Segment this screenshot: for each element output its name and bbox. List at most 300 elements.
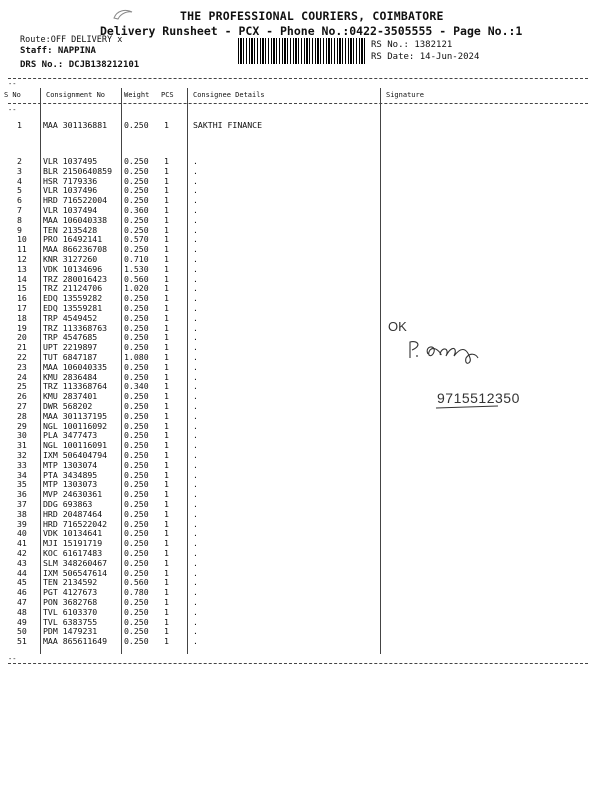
row-consignee-details: . <box>193 381 198 392</box>
runsheet-subtitle: Delivery Runsheet - PCX - Phone No.:0422-3505555 - Page No.:1 <box>100 24 523 38</box>
column-header-signature: Signature <box>386 91 424 99</box>
column-header-details: Consignee Details <box>193 91 265 99</box>
row-weight: 0.250 <box>124 391 149 402</box>
table-row <box>0 274 600 284</box>
row-consignment-no <box>43 489 102 499</box>
column-header-sno: S No <box>4 91 21 99</box>
row-consignee-details: . <box>193 420 198 431</box>
row-consignee-details: . <box>193 283 198 294</box>
consignment-number: 3682768 <box>62 597 98 607</box>
row-consignee-details: . <box>193 577 198 588</box>
handwritten-ok: OK <box>388 319 407 334</box>
row-consignee-details: . <box>193 499 198 509</box>
consignment-number: 716522042 <box>62 518 108 529</box>
row-consignee-details: . <box>193 205 198 215</box>
row-weight: 0.250 <box>124 459 149 470</box>
row-weight: 0.250 <box>124 175 149 186</box>
row-sno: 43 <box>17 557 27 568</box>
row-sno: 5 <box>17 185 22 196</box>
row-weight: 1.080 <box>124 352 149 362</box>
page-title: THE PROFESSIONAL COURIERS, COIMBATORE <box>180 9 444 23</box>
row-sno: 49 <box>17 616 27 627</box>
row-consignment-no <box>43 430 97 440</box>
row-consignment-no <box>43 538 102 548</box>
row-weight: 0.250 <box>124 332 149 343</box>
row-weight: 0.250 <box>124 410 149 421</box>
consignment-number: 568202 <box>62 401 93 411</box>
consignment-number: 4547685 <box>62 332 98 343</box>
row-consignee-details: . <box>193 303 198 313</box>
row-consignment-no <box>43 166 112 176</box>
row-pcs: 1 <box>164 391 169 402</box>
table-end-divider <box>8 663 588 664</box>
row-pcs: 1 <box>164 420 169 431</box>
row-consignee-details: . <box>193 459 198 470</box>
row-sno: 23 <box>17 361 27 372</box>
row-consignee-details: . <box>193 273 198 284</box>
row-weight: 0.250 <box>124 479 149 490</box>
table-row <box>0 450 600 460</box>
row-consignee-details: . <box>193 479 198 490</box>
row-weight: 0.250 <box>124 508 149 519</box>
row-weight: 0.250 <box>124 224 149 235</box>
row-consignment-no <box>43 450 107 460</box>
table-row <box>0 120 600 130</box>
row-consignee-details: . <box>193 597 198 607</box>
consignment-number: 2219897 <box>62 342 98 353</box>
row-consignment-no <box>43 558 107 568</box>
row-consignment-no <box>43 440 107 450</box>
row-weight: 0.250 <box>124 322 149 333</box>
consignment-prefix: MAA <box>43 214 58 225</box>
consignment-prefix: TUT <box>43 352 58 362</box>
table-row <box>0 587 600 597</box>
row-sno: 31 <box>17 440 27 451</box>
consignment-number: 3477473 <box>62 430 98 441</box>
row-consignment-no <box>43 587 97 597</box>
row-pcs: 1 <box>164 401 169 411</box>
row-consignment-no <box>43 499 92 509</box>
row-consignment-no <box>43 391 97 401</box>
row-weight: 0.250 <box>124 567 149 578</box>
table-row <box>0 509 600 519</box>
route-label: Route:OFF DELIVERY x <box>20 35 123 45</box>
row-weight: 0.250 <box>124 548 149 558</box>
drs-number: DRS No.: DCJB138212101 <box>20 60 140 70</box>
row-weight: 0.250 <box>124 499 149 509</box>
row-consignee-details: . <box>193 518 198 529</box>
row-consignment-no <box>43 636 107 646</box>
table-row <box>0 617 600 627</box>
row-sno: 21 <box>17 342 27 353</box>
row-sno: 25 <box>17 381 27 392</box>
row-consignment-no <box>43 303 102 313</box>
consignment-number: 13559282 <box>62 293 103 304</box>
row-consignment-no <box>43 381 107 391</box>
row-consignee-details: . <box>193 361 198 372</box>
consignment-number: 113368763 <box>62 322 108 333</box>
table-row <box>0 479 600 489</box>
row-pcs: 1 <box>164 597 169 607</box>
consignment-number: 2135428 <box>62 224 98 235</box>
row-pcs: 1 <box>164 557 169 568</box>
row-pcs: 1 <box>164 538 169 549</box>
row-consignee-details: . <box>193 450 198 460</box>
consignment-number: 113368764 <box>62 381 108 392</box>
row-pcs: 1 <box>164 303 169 313</box>
consignment-prefix: HRD <box>43 195 58 206</box>
row-weight: 0.250 <box>124 312 149 323</box>
row-consignee-details: SAKTHI FINANCE <box>193 120 263 130</box>
row-sno: 37 <box>17 499 27 509</box>
row-sno: 33 <box>17 459 27 470</box>
row-weight: 0.250 <box>124 626 149 637</box>
table-row <box>0 195 600 205</box>
row-weight: 0.250 <box>124 430 149 441</box>
row-pcs: 1 <box>164 567 169 578</box>
row-weight: 1.530 <box>124 263 149 274</box>
row-sno: 44 <box>17 567 27 578</box>
row-consignment-no <box>43 332 97 342</box>
table-row <box>0 166 600 176</box>
consignment-number: 4549452 <box>62 312 98 323</box>
header-bottom-divider <box>8 103 588 104</box>
row-consignee-details: . <box>193 508 198 519</box>
rs-number: RS No.: 1382121 <box>371 40 453 50</box>
table-row <box>0 293 600 303</box>
row-pcs: 1 <box>164 528 169 539</box>
consignment-number: 106040335 <box>62 361 108 372</box>
row-pcs: 1 <box>164 214 169 225</box>
consignment-prefix: PGT <box>43 587 58 598</box>
row-consignment-no <box>43 411 107 421</box>
dash-marker: -- <box>8 655 17 663</box>
row-pcs: 1 <box>164 352 169 362</box>
row-consignee-details: . <box>193 371 198 382</box>
row-consignee-details: . <box>193 538 198 549</box>
table-row <box>0 528 600 538</box>
row-weight: 0.250 <box>124 557 149 568</box>
row-consignee-details: . <box>193 636 198 647</box>
row-consignee-details: . <box>193 156 198 166</box>
row-sno: 50 <box>17 626 27 637</box>
row-consignment-no <box>43 205 97 215</box>
row-consignment-no <box>43 264 102 274</box>
row-pcs: 1 <box>164 244 169 255</box>
row-sno: 3 <box>17 165 22 176</box>
row-consignment-no <box>43 421 107 431</box>
row-consignee-details: . <box>193 185 198 196</box>
row-sno: 2 <box>17 156 22 166</box>
consignment-prefix: SLM <box>43 557 58 568</box>
row-weight: 0.250 <box>124 401 149 411</box>
row-sno: 14 <box>17 273 27 284</box>
row-weight: 0.250 <box>124 371 149 382</box>
row-pcs: 1 <box>164 224 169 235</box>
row-weight: 0.250 <box>124 597 149 607</box>
consignment-prefix: VDK <box>43 263 58 274</box>
row-consignment-no <box>43 195 107 205</box>
consignment-prefix: VLR <box>43 205 58 215</box>
consignment-prefix: MVP <box>43 489 58 500</box>
consignment-prefix: EDQ <box>43 293 58 304</box>
table-row <box>0 538 600 548</box>
consignment-prefix: TRP <box>43 312 58 323</box>
row-consignment-no <box>43 234 102 244</box>
consignment-prefix: MAA <box>43 361 58 372</box>
consignment-prefix: PON <box>43 597 58 607</box>
row-pcs: 1 <box>164 616 169 627</box>
row-pcs: 1 <box>164 440 169 451</box>
row-consignment-no <box>43 185 97 195</box>
consignment-prefix: TRZ <box>43 322 58 333</box>
row-consignee-details: . <box>193 548 198 558</box>
table-row <box>0 607 600 617</box>
consignment-number: 301137195 <box>62 410 108 421</box>
row-pcs: 1 <box>164 205 169 215</box>
consignment-prefix: KOC <box>43 548 58 558</box>
column-header-pcs: PCS <box>161 91 174 99</box>
consignment-number: 1037496 <box>62 185 98 196</box>
table-row <box>0 577 600 587</box>
table-row <box>0 548 600 558</box>
table-row <box>0 185 600 195</box>
row-pcs: 1 <box>164 273 169 284</box>
consignment-number: 506404794 <box>62 450 108 460</box>
row-sno: 7 <box>17 205 22 215</box>
consignment-number: 100116092 <box>62 420 108 431</box>
table-row <box>0 176 600 186</box>
row-sno: 22 <box>17 352 27 362</box>
logo-stamp-mark <box>112 8 134 22</box>
consignment-number: 6103370 <box>62 606 98 617</box>
consignment-prefix: KMU <box>43 391 58 402</box>
consignment-number: 2150640859 <box>62 165 113 176</box>
row-consignment-no <box>43 362 107 372</box>
row-consignee-details: . <box>193 352 198 362</box>
consignment-number: 15191719 <box>62 538 103 549</box>
row-weight: 0.250 <box>124 528 149 539</box>
consignment-number: 7179336 <box>62 175 98 186</box>
row-weight: 0.250 <box>124 606 149 617</box>
table-row <box>0 558 600 568</box>
row-pcs: 1 <box>164 459 169 470</box>
consignment-prefix: IXM <box>43 450 58 460</box>
row-sno: 20 <box>17 332 27 343</box>
table-row <box>0 303 600 313</box>
consignment-prefix: MAA <box>43 120 58 130</box>
row-consignment-no <box>43 283 102 293</box>
row-consignee-details: . <box>193 293 198 304</box>
consignment-number: 100116091 <box>62 440 108 451</box>
row-consignment-no <box>43 479 97 489</box>
header-divider <box>8 78 588 79</box>
rs-date: RS Date: 14-Jun-2024 <box>371 52 480 62</box>
row-pcs: 1 <box>164 606 169 617</box>
row-pcs: 1 <box>164 508 169 519</box>
consignment-number: 2837401 <box>62 391 98 402</box>
row-sno: 45 <box>17 577 27 588</box>
row-pcs: 1 <box>164 332 169 343</box>
consignment-prefix: KNR <box>43 254 58 264</box>
consignment-prefix: TRZ <box>43 283 58 294</box>
consignment-prefix: VDK <box>43 528 58 539</box>
row-sno: 51 <box>17 636 27 647</box>
row-pcs: 1 <box>164 371 169 382</box>
row-sno: 4 <box>17 175 22 186</box>
row-sno: 40 <box>17 528 27 539</box>
consignment-number: 21124706 <box>62 283 103 294</box>
table-row <box>0 283 600 293</box>
table-row <box>0 460 600 470</box>
row-weight: 0.250 <box>124 185 149 196</box>
table-row <box>0 430 600 440</box>
row-weight: 0.250 <box>124 450 149 460</box>
consignment-prefix: MTP <box>43 479 58 490</box>
row-sno: 36 <box>17 489 27 500</box>
row-pcs: 1 <box>164 263 169 274</box>
row-sno: 6 <box>17 195 22 206</box>
row-pcs: 1 <box>164 626 169 637</box>
consignment-number: 348260467 <box>62 557 108 568</box>
row-sno: 27 <box>17 401 27 411</box>
row-pcs: 1 <box>164 381 169 392</box>
consignment-prefix: NGL <box>43 420 58 431</box>
table-row <box>0 225 600 235</box>
table-row <box>0 440 600 450</box>
consignment-number: 61617483 <box>62 548 103 558</box>
row-sno: 34 <box>17 469 27 480</box>
row-consignment-no <box>43 597 97 607</box>
row-sno: 17 <box>17 303 27 313</box>
row-pcs: 1 <box>164 156 169 166</box>
row-pcs: 1 <box>164 577 169 588</box>
row-sno: 29 <box>17 420 27 431</box>
consignment-prefix: EDQ <box>43 303 58 313</box>
consignment-prefix: DWR <box>43 401 58 411</box>
row-sno: 16 <box>17 293 27 304</box>
consignment-prefix: PRO <box>43 234 58 245</box>
row-sno: 10 <box>17 234 27 245</box>
row-sno: 48 <box>17 606 27 617</box>
row-weight: 0.250 <box>124 636 149 647</box>
row-pcs: 1 <box>164 469 169 480</box>
table-row <box>0 519 600 529</box>
row-consignee-details: . <box>193 616 198 627</box>
consignment-prefix: NGL <box>43 440 58 451</box>
row-consignment-no <box>43 225 97 235</box>
consignment-number: 4127673 <box>62 587 98 598</box>
row-pcs: 1 <box>164 479 169 490</box>
row-consignment-no <box>43 156 97 166</box>
row-pcs: 1 <box>164 293 169 304</box>
table-row <box>0 499 600 509</box>
consignment-prefix: HSR <box>43 175 58 186</box>
row-weight: 0.250 <box>124 538 149 549</box>
row-weight: 0.250 <box>124 195 149 206</box>
table-row <box>0 489 600 499</box>
row-sno: 24 <box>17 371 27 382</box>
row-sno: 12 <box>17 254 27 264</box>
row-consignment-no <box>43 372 97 382</box>
row-weight: 0.250 <box>124 120 149 130</box>
row-pcs: 1 <box>164 518 169 529</box>
row-pcs: 1 <box>164 254 169 264</box>
row-pcs: 1 <box>164 636 169 647</box>
row-sno: 41 <box>17 538 27 549</box>
consignment-prefix: MJI <box>43 538 58 549</box>
table-row <box>0 215 600 225</box>
consignment-number: 3434895 <box>62 469 98 480</box>
row-weight: 0.250 <box>124 489 149 500</box>
row-consignment-no <box>43 548 102 558</box>
row-pcs: 1 <box>164 175 169 186</box>
consignment-prefix: KMU <box>43 371 58 382</box>
row-consignee-details: . <box>193 528 198 539</box>
consignment-number: 280016423 <box>62 273 108 284</box>
row-weight: 0.250 <box>124 244 149 255</box>
row-sno: 9 <box>17 224 22 235</box>
consignment-number: 16492141 <box>62 234 103 245</box>
row-pcs: 1 <box>164 322 169 333</box>
row-consignee-details: . <box>193 175 198 186</box>
consignment-prefix: TRZ <box>43 381 58 392</box>
row-sno: 8 <box>17 214 22 225</box>
row-weight: 0.250 <box>124 469 149 480</box>
table-row <box>0 626 600 636</box>
row-weight: 0.250 <box>124 518 149 529</box>
consignment-number: 1479231 <box>62 626 98 637</box>
row-sno: 32 <box>17 450 27 460</box>
consignment-number: 2836484 <box>62 371 98 382</box>
row-pcs: 1 <box>164 342 169 353</box>
consignment-prefix: TRP <box>43 332 58 343</box>
row-weight: 0.250 <box>124 440 149 451</box>
row-weight: 0.560 <box>124 273 149 284</box>
row-consignee-details: . <box>193 410 198 421</box>
consignment-number: 506547614 <box>62 567 108 578</box>
row-consignment-no <box>43 274 107 284</box>
table-row <box>0 597 600 607</box>
consignment-number: 1303073 <box>62 479 98 490</box>
consignment-number: 1037494 <box>62 205 98 215</box>
consignment-number: 2134592 <box>62 577 98 588</box>
row-pcs: 1 <box>164 185 169 196</box>
row-weight: 0.250 <box>124 303 149 313</box>
row-consignment-no <box>43 244 107 254</box>
row-consignment-no <box>43 176 97 186</box>
consignment-prefix: MAA <box>43 244 58 255</box>
consignment-number: 6847187 <box>62 352 98 362</box>
row-consignee-details: . <box>193 254 198 264</box>
row-consignee-details: . <box>193 263 198 274</box>
table-row <box>0 254 600 264</box>
barcode <box>238 38 366 64</box>
row-pcs: 1 <box>164 587 169 598</box>
table-row <box>0 205 600 215</box>
row-consignee-details: . <box>193 332 198 343</box>
row-consignment-no <box>43 509 102 519</box>
consignment-prefix: PDM <box>43 626 58 637</box>
consignment-number: 24630361 <box>62 489 103 500</box>
consignment-prefix: PTA <box>43 469 58 480</box>
row-consignment-no <box>43 528 102 538</box>
row-consignment-no <box>43 323 107 333</box>
row-pcs: 1 <box>164 489 169 500</box>
row-consignment-no <box>43 120 107 130</box>
row-consignee-details: . <box>193 391 198 402</box>
row-consignee-details: . <box>193 469 198 480</box>
